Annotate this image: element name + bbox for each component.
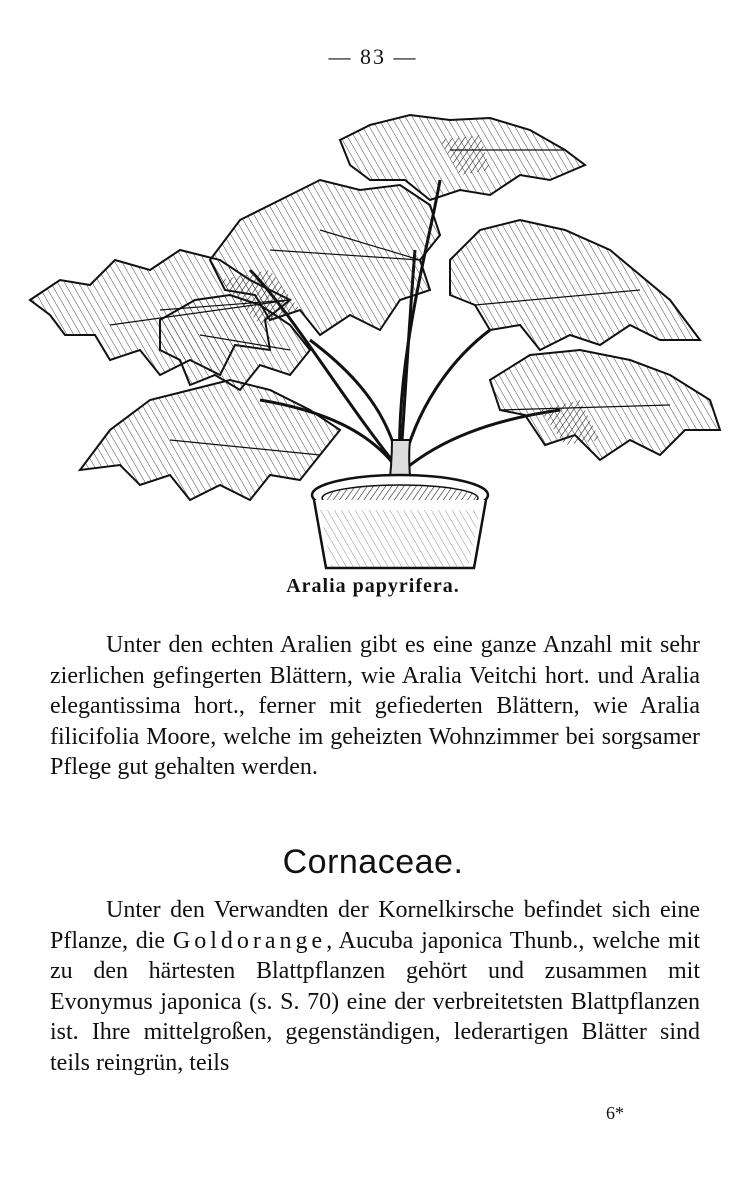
signature-mark: 6* bbox=[606, 1103, 624, 1123]
paragraph-text-before: Unter den Verwandten der Kornelkirsche befindet sich eine Pflanze, die bbox=[50, 897, 700, 954]
aralia-plant-illustration bbox=[20, 110, 730, 570]
section-heading: Cornaceae. bbox=[282, 843, 464, 881]
spaced-term: Goldorange bbox=[172, 927, 327, 954]
paragraph-cornaceae bbox=[50, 895, 700, 1078]
paragraph-text-after: , Aucuba japonica Thunb., welche mit zu den härtesten Blattpflanzen gehört und zusammen mit Evonymus japonica (s. S. 70) eine der verbreitetsten Blattpflanzen ist. Ihre mittelgroßen, gegenständigen, lederartigen Blätter sind teils reingrün, teils bbox=[50, 927, 700, 1076]
page-number: — 83 — bbox=[328, 44, 418, 69]
paragraph-aralia: Unter den echten Aralien gibt es eine ganze Anzahl mit sehr zierlichen gefingerten Blättern, wie Aralia Veitchi hort. und Aralia elegantissima hort., ferner mit gefiederten Blättern, wie Aralia filicifolia Moore, welche im geheizten Wohnzimmer bei sorgsamer Pflege gut gehalten werden. bbox=[50, 632, 700, 780]
figure-caption: Aralia papyrifera. bbox=[286, 575, 460, 597]
